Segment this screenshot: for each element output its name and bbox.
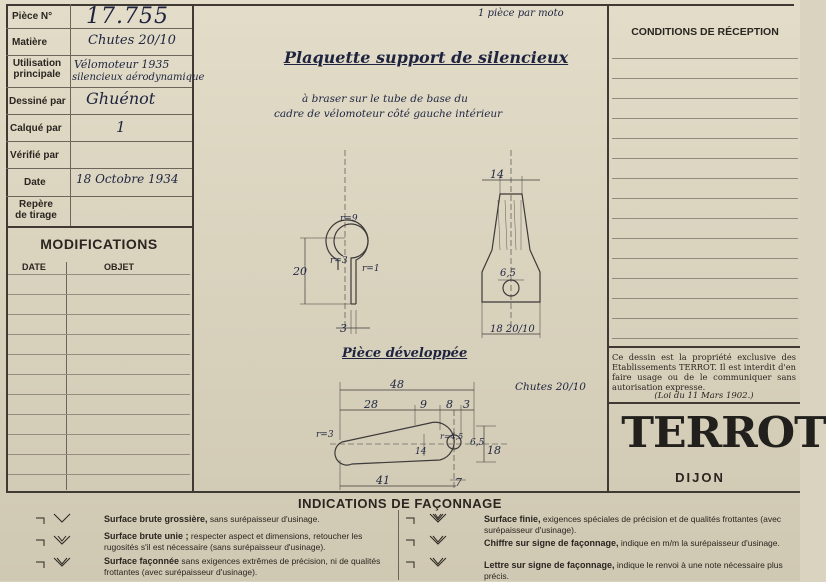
calque-value: 1: [116, 118, 126, 136]
legend-left-3: Surface façonnée sans exigences extrêmes de précision, ni de qualités frottantes (avec surépaisseur d'usinage).: [104, 556, 381, 577]
utilisation-label: Utilisation principale: [12, 58, 62, 80]
dim-r9: r=9: [340, 214, 358, 224]
modifications-title: MODIFICATIONS: [40, 236, 158, 252]
ownership-law: (Loi du 11 Mars 1902.): [654, 391, 754, 401]
utilisation-value-2: silencieux aérodynamique: [72, 72, 205, 83]
matiere-value: Chutes 20/10: [88, 33, 176, 48]
repere-label: Repère de tirage: [15, 199, 57, 221]
calque-label: Calqué par: [10, 123, 62, 134]
piece-label: Pièce N°: [12, 11, 53, 22]
drawing-subtitle-2: cadre de vélomoteur côté gauche intérieur: [274, 108, 503, 120]
top-note: 1 pièce par moto: [478, 8, 564, 19]
dim-3b: 3: [463, 398, 470, 411]
terrot-logo: TERROT: [621, 408, 826, 457]
dim-14: 14: [490, 168, 504, 181]
legend-right-3: Lettre sur signe de façonnage, indique le renvoi à une note nécessaire plus précis.: [484, 560, 783, 581]
matiere-label: Matière: [12, 37, 48, 48]
modifications-col-date: DATE: [22, 262, 46, 272]
brand-city: DIJON: [675, 470, 725, 485]
conditions-title: CONDITIONS DE RÉCEPTION: [631, 26, 779, 38]
dim-7: 7: [455, 476, 462, 489]
dim-6-5b: 6,5: [470, 438, 485, 448]
utilisation-value-1: Vélomoteur 1935: [74, 58, 170, 71]
dim-r3: r=3: [330, 256, 348, 266]
dim-20: 20: [293, 265, 307, 278]
ownership-text: Ce dessin est la propriété exclusive des Etablissements TERROT. Il est interdit d'en faire usage ou de le communiquer sans autorisation expresse.: [612, 352, 796, 392]
dim-3: 3: [340, 322, 347, 335]
dim-r1: r=1: [362, 264, 380, 274]
date-value: 18 Octobre 1934: [76, 172, 179, 186]
chutes-note: Chutes 20/10: [515, 381, 586, 393]
dessine-label: Dessiné par: [9, 96, 66, 107]
drawing-subtitle-1: à braser sur le tube de base du: [302, 93, 468, 105]
dim-8: 8: [446, 398, 453, 411]
legend-divider: [398, 510, 399, 580]
verifie-label: Vérifié par: [10, 150, 59, 161]
dim-18: 18 20/10: [490, 324, 535, 335]
finish-symbols-left: [34, 510, 104, 580]
piece-number: 17.755: [86, 4, 169, 29]
legend-right-2: Chiffre sur signe de façonnage, indique en m/m la surépaisseur d'usinage.: [484, 538, 780, 548]
dim-r3b: r=3: [316, 430, 334, 440]
dim-18b: 18: [487, 444, 501, 457]
dim-9: 9: [420, 398, 427, 411]
legend-left-2: Surface brute unie ; respecter aspect et dimensions, retoucher les rugosités s'il est nécessaire (sans surépaisseur d'usinage).: [104, 531, 363, 552]
dim-r4-5: r=4,5: [440, 432, 464, 441]
date-label: Date: [24, 177, 46, 188]
dim-14b: 14: [415, 447, 427, 457]
dim-6-5: 6,5: [500, 268, 516, 279]
dim-48: 48: [390, 378, 404, 391]
dim-28: 28: [364, 398, 378, 411]
drawing-title: Plaquette support de silencieux: [284, 48, 569, 67]
dim-41: 41: [376, 474, 390, 487]
legend-right-1: Surface finie, exigences spéciales de précision et de qualités frottantes (avec surépaisseur d'usinage).: [484, 514, 782, 535]
developed-piece-title: Pièce développée: [342, 346, 468, 361]
dessine-value: Ghuénot: [86, 89, 156, 108]
finish-symbols-right: [404, 510, 484, 580]
modifications-col-objet: OBJET: [104, 262, 135, 272]
legend-left-1: Surface brute grossière, sans surépaisseur d'usinage.: [104, 514, 320, 524]
indications-title: INDICATIONS DE FAÇONNAGE: [298, 496, 502, 511]
